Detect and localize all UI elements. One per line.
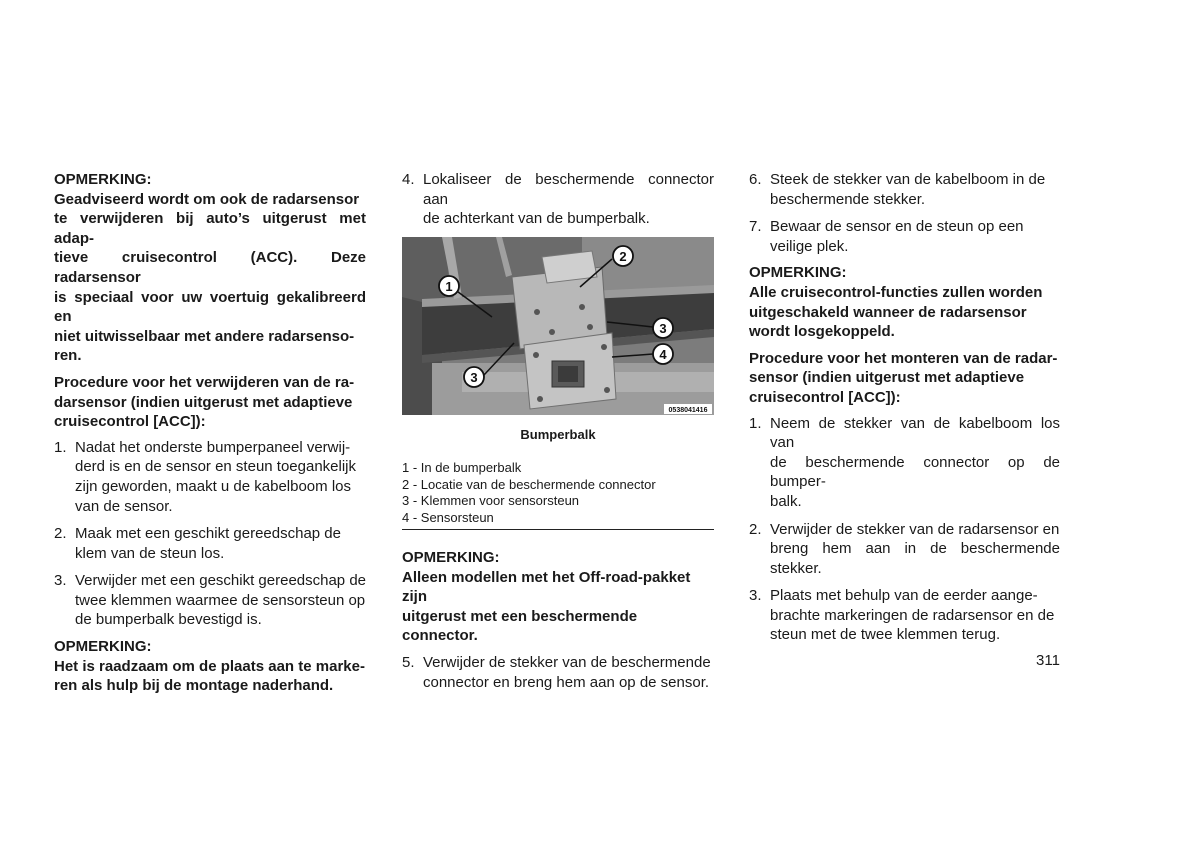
callout-3 <box>653 318 673 338</box>
left-column <box>54 170 366 696</box>
callout-4 <box>653 344 673 364</box>
step-item: 4. Lokaliseer de beschermende connector aan de achterkant van de bumperbalk. <box>402 171 714 228</box>
svg-text:1: 1 <box>445 278 453 294</box>
note-heading: OPMERKING: <box>54 638 152 656</box>
step-item: 3. Plaats met behulp van de eerder aange- brachte markeringen de radarsensor en de steun met de twee klemmen terug. <box>749 587 1055 644</box>
step-item: 7. Bewaar de sensor en de steun op een veilige plek. <box>749 218 1024 255</box>
callout-3-lower <box>464 367 484 387</box>
procedure-heading: Procedure voor het verwijderen van de ra- darsensor (indien uitgerust met adaptieve cruisecontrol [ACC]): <box>54 373 355 431</box>
step-item: 6. Steek de stekker van de kabelboom in de beschermende stekker. <box>749 171 1046 208</box>
step-item: 1. Nadat het onderste bumperpaneel verwij- derd is en de sensor en steun toegankelijk zijn geworden, maakt u de kabelboom los van de sensor. <box>54 438 357 515</box>
legend-item: 2 - Locatie van de beschermende connector <box>402 476 656 492</box>
svg-text:2: 2 <box>619 248 627 264</box>
note-text: Het is raadzaam om de plaats aan te marke- ren als hulp bij de montage naderhand. <box>54 657 365 695</box>
figure-code: 0538041416 <box>668 406 708 414</box>
step-item: 2. Maak met een geschikt gereedschap de klem van de steun los. <box>54 525 341 562</box>
callout-2 <box>613 246 633 266</box>
step-item: 1. Neem de stekker van de kabelboom los van de beschermende connector op de bumper- balk. <box>749 414 1060 510</box>
note-text: Geadviseerd wordt om ook de radarsensor te verwijderen bij auto’s uitgerust met adap- tieve cruisecontrol (ACC). Deze radarsensor is speciaal voor uw voertuig gekalibreerd en niet uitwisselbaar met andere radarsenso- ren. <box>54 190 366 365</box>
note-text: Alleen modellen met het Off-road-pakket zijn uitgerust met een beschermende connector. <box>402 568 691 645</box>
legend-item: 1 - In de bumperbalk <box>402 460 522 476</box>
note-heading: OPMERKING: <box>402 549 500 566</box>
procedure-heading: Procedure voor het monteren van de radar- sensor (indien uitgerust met adaptieve cruisecontrol [ACC]): <box>749 349 1058 406</box>
note-heading: OPMERKING: <box>54 171 152 188</box>
step-item: 2. Verwijder de stekker van de radarsensor en breng hem aan in de beschermende stekker. <box>749 520 1060 577</box>
step-item: 3. Verwijder met een geschikt gereedschap de twee klemmen waarmee de sensorsteun op de bumperbalk bevestigd is. <box>54 572 367 629</box>
middle-column <box>402 170 714 692</box>
bumper-illustration <box>402 237 714 415</box>
svg-text:3: 3 <box>659 320 667 336</box>
figure-legend <box>402 460 714 530</box>
svg-text:4: 4 <box>659 346 667 362</box>
right-column <box>749 170 1060 645</box>
note-text: Alle cruisecontrol-functies zullen worden uitgeschakeld wanneer de radarsensor wordt losgekoppeld. <box>749 283 1043 341</box>
note-heading: OPMERKING: <box>749 264 847 282</box>
bumper-photo <box>402 237 714 415</box>
legend-item: 3 - Klemmen voor sensorsteun <box>402 493 580 509</box>
callout-1 <box>439 276 459 296</box>
figure-caption: Bumperbalk <box>520 426 596 442</box>
page-number: 311 <box>1036 652 1060 669</box>
svg-text:3: 3 <box>470 369 478 385</box>
step-item: 5. Verwijder de stekker van de beschermende connector en breng hem aan op de sensor. <box>402 653 711 691</box>
legend-item: 4 - Sensorsteun <box>402 509 494 525</box>
